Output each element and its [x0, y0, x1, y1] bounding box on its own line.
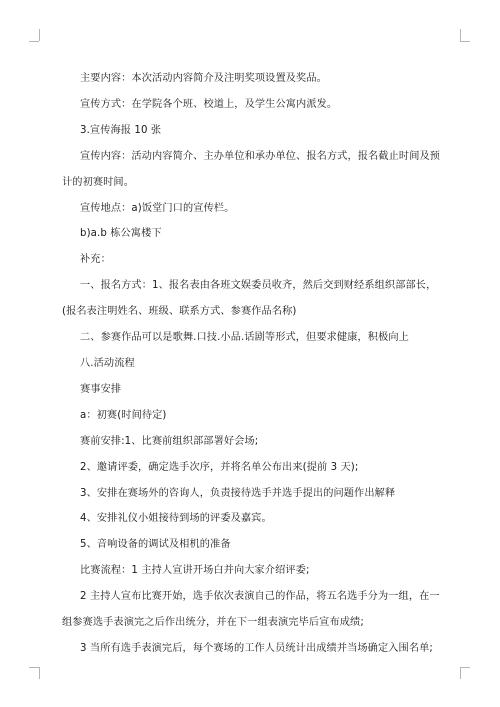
paragraph-line: 赛前安排:1、比赛前组织部部署好会场;: [80, 435, 259, 447]
paragraph-line: (报名表注明姓名、班级、联系方式、参赛作品名称): [62, 306, 297, 318]
paragraph-line: 2 主持人宣布比赛开始，选手依次表演自己的作品，将五名选手分为一组，在一: [80, 591, 440, 603]
paragraph-line: 宣传方式：在学院各个班、校道上，及学生公寓内派发。: [80, 98, 338, 110]
crop-mark-bottom-right-horizontal: [460, 667, 470, 668]
paragraph-line: 二、参赛作品可以是歌舞.口技.小品.话剧等形式，但要求健康，积极向上: [80, 332, 409, 344]
paragraph-line: 3 当所有选手表演完后，每个赛场的工作人员统计出成绩并当场确定入围名单;: [80, 642, 433, 654]
document-body: [62, 66, 440, 662]
crop-mark-top-right-horizontal: [460, 41, 470, 42]
paragraph-line: b)a.b 栋公寓楼下: [80, 228, 162, 240]
paragraph-line: 主要内容：本次活动内容简介及注明奖项设置及奖品。: [80, 73, 327, 84]
crop-mark-top-left-vertical: [39, 29, 40, 41]
paragraph-line: 2、邀请评委，确定选手次序，并将名单公布出来(提前 3 天);: [80, 461, 359, 473]
paragraph-line: 补充：: [80, 254, 111, 266]
paragraph-line: 比赛流程：1 主持人宣讲开场白并向大家介绍评委;: [80, 565, 310, 577]
crop-mark-bottom-left-horizontal: [29, 667, 39, 668]
crop-mark-bottom-left-vertical: [39, 667, 40, 679]
paragraph-line: 一、报名方式：1、报名表由各班文娱委员收齐，然后交到财经系组织部部长，: [80, 280, 437, 292]
paragraph-line: a：初赛(时间待定): [80, 409, 167, 421]
paragraph-line: 宣传内容：活动内容简介、主办单位和承办单位、报名方式，报名截止时间及预: [80, 150, 441, 162]
paragraph-line: 4、安排礼仪小姐接待到场的评委及嘉宾。: [80, 513, 272, 525]
paragraph-line: 3、安排在赛场外的咨询人，负责接待选手并选手提出的问题作出解释: [80, 487, 396, 499]
paragraph-line: 3.宣传海报 10 张: [80, 124, 162, 136]
crop-mark-top-right-vertical: [460, 29, 461, 41]
section-heading: 八.活动流程: [80, 357, 135, 369]
paragraph-line: 计的初赛时间。: [62, 176, 135, 188]
paragraph-line: 组参赛选手表演完之后作出统分，并在下一组表演完毕后宣布成绩;: [62, 617, 364, 629]
paragraph-line: 5、音响设备的调试及相机的准备: [80, 539, 231, 551]
paragraph-line: 宣传地点：a)饭堂门口的宣传栏。: [80, 202, 235, 214]
crop-mark-bottom-right-vertical: [460, 667, 461, 679]
paragraph-line: 赛事安排: [80, 383, 122, 395]
crop-mark-top-left-horizontal: [29, 41, 39, 42]
